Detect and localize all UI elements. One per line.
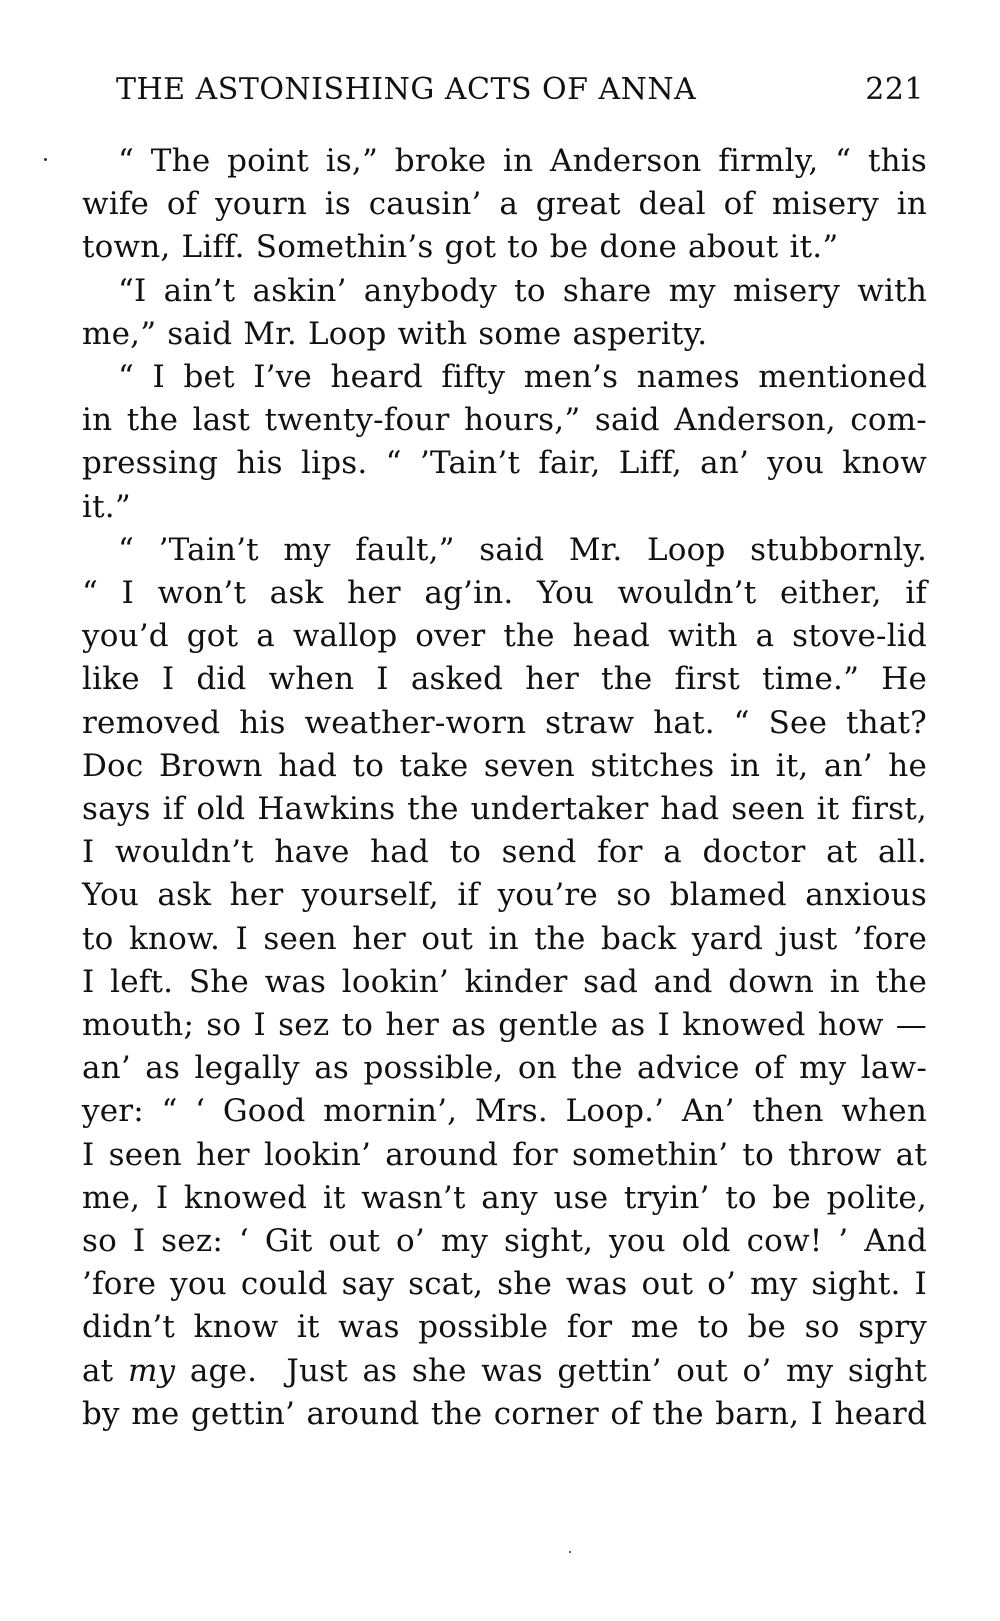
- text-line: didn’t know it was possible for me to be so spry: [82, 1309, 927, 1346]
- text-line: in the last twenty-four hours,” said Anderson, com-: [82, 402, 927, 439]
- text-line: You ask her yourself, if you’re so blamed anxious: [82, 877, 927, 914]
- text-line: by me gettin’ around the corner of the barn, I heard: [82, 1395, 927, 1432]
- page-header: [116, 72, 924, 116]
- text-line: “I ain’t askin’ anybody to share my misery with: [118, 272, 927, 309]
- text-line: “ I bet I’ve heard fifty men’s names mentioned: [118, 359, 927, 396]
- text-line: you’d got a wallop over the head with a stove-lid: [82, 618, 927, 655]
- page-number: 221: [865, 72, 924, 107]
- text-line: mouth; so I sez to her as gentle as I knowed how —: [82, 1007, 927, 1044]
- text-line-with-italic: [82, 1350, 927, 1393]
- text-line: town, Liff. Somethin’s got to be done about it.”: [82, 229, 839, 266]
- text-line: I seen her lookin’ around for somethin’ to throw at: [82, 1136, 927, 1173]
- text-fragment: age. Just as she was gettin’ out o’ my sight: [175, 1352, 927, 1389]
- text-line: says if old Hawkins the undertaker had seen it first,: [82, 791, 927, 828]
- text-line: like I did when I asked her the first time.” He: [82, 661, 927, 698]
- text-line: I left. She was lookin’ kinder sad and down in the: [82, 963, 927, 1000]
- text-line: to know. I seen her out in the back yard just ’fore: [82, 920, 927, 957]
- paragraph: [82, 270, 927, 356]
- text-line: Doc Brown had to take seven stitches in it, an’ he: [82, 747, 927, 784]
- text-line: me,” said Mr. Loop with some asperity.: [82, 315, 708, 352]
- text-line: it.”: [82, 488, 131, 525]
- text-line: “ I won’t ask her ag’in. You wouldn’t either, if: [82, 575, 927, 612]
- text-line: an’ as legally as possible, on the advice of my law-: [82, 1050, 927, 1087]
- text-line: pressing his lips. “ ’Tain’t fair, Liff, an’ you know: [82, 445, 927, 482]
- text-line: ’fore you could say scat, she was out o’ my sight. I: [82, 1266, 927, 1303]
- text-line: wife of yourn is causin’ a great deal of misery in: [82, 186, 927, 223]
- text-line: I wouldn’t have had to send for a doctor at all.: [82, 834, 927, 871]
- running-title: THE ASTONISHING ACTS OF ANNA: [116, 72, 697, 107]
- paragraph: [82, 356, 927, 529]
- text-line: “ The point is,” broke in Anderson firmly, “ this: [118, 143, 927, 179]
- text-line: “ ’Tain’t my fault,” said Mr. Loop stubbornly.: [118, 531, 927, 568]
- italic-emphasis: my: [127, 1352, 176, 1389]
- text-line: me, I knowed it wasn’t any use tryin’ to be polite,: [82, 1179, 927, 1216]
- paragraph: [82, 140, 927, 270]
- text-line: removed his weather-worn straw hat. “ See that?: [82, 704, 927, 741]
- text-line: so I sez: ‘ Git out o’ my sight, you old cow! ’ And: [82, 1223, 927, 1260]
- print-speck: [44, 158, 47, 161]
- text-fragment: at: [82, 1352, 128, 1389]
- print-speck: [569, 1551, 571, 1553]
- text-line: yer: “ ‘ Good mornin’, Mrs. Loop.’ An’ then when: [82, 1093, 927, 1130]
- paragraph: [82, 529, 927, 1436]
- body-text: [82, 140, 927, 1436]
